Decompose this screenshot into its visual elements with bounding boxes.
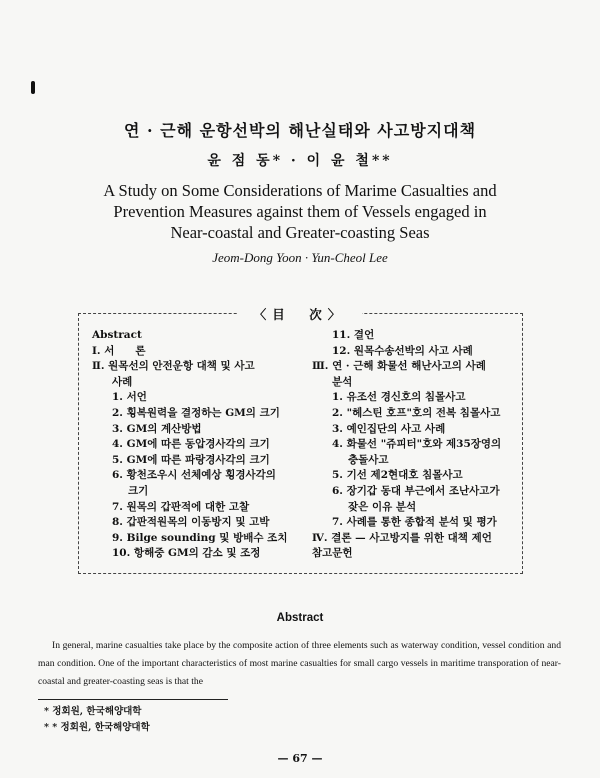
margin-mark bbox=[31, 81, 35, 94]
toc-item: 8. 갑판적원목의 이동방지 및 고박 bbox=[112, 516, 270, 529]
toc-item: 4. GM에 따른 동압경사각의 크기 bbox=[112, 438, 270, 451]
toc-item: 11. 결언 bbox=[332, 329, 375, 341]
toc-item: 12. 원목수송선박의 사고 사례 bbox=[332, 344, 473, 357]
toc-item: 6. 황천조우시 선체예상 횡경사각의 bbox=[112, 469, 276, 482]
toc-item: 1. 서언 bbox=[112, 391, 147, 404]
toc-item: 5. GM에 따른 파랑경사각의 크기 bbox=[112, 453, 270, 466]
toc-right-column bbox=[312, 328, 512, 562]
toc-item: 사례 bbox=[112, 375, 133, 388]
toc-item: 충돌사고 bbox=[348, 453, 389, 466]
toc-item: Ⅲ. 연 · 근해 화물선 해난사고의 사례 bbox=[312, 360, 486, 373]
toc-item: 2. "헤스틴 호프"호의 전복 침몰사고 bbox=[332, 406, 501, 419]
footnote: * 정회원, 한국해양대학 bbox=[44, 706, 142, 717]
toc-item: 참고문헌 bbox=[312, 547, 353, 560]
abstract-text: In general, marine casualties take place by the composite action of three elements such as waterway condition, vessel condition and man condition. One of the important characteristics of most marine casualties for small cargo vessels in maritime transporation of near-coastal and greater-coasting seas is that the bbox=[38, 640, 561, 687]
toc-left-column bbox=[92, 328, 302, 562]
english-title bbox=[0, 180, 600, 243]
toc-header bbox=[0, 304, 600, 323]
toc-item: 잦은 이유 분석 bbox=[348, 500, 417, 513]
toc-item: 5. 기선 제2현대호 침몰사고 bbox=[332, 469, 463, 482]
page-number: — 67 — bbox=[277, 752, 323, 765]
english-title-line: A Study on Some Considerations of Marime Casualties and bbox=[103, 181, 497, 200]
toc-item: 3. 예인집단의 사고 사례 bbox=[332, 422, 446, 435]
korean-title: 연 · 근해 운항선박의 해난실태와 사고방지대책 bbox=[123, 121, 477, 140]
toc-item: 10. 항해중 GM의 감소 및 조정 bbox=[112, 547, 261, 560]
footnote: * * 정회원, 한국해양대학 bbox=[44, 722, 150, 733]
toc-item: 7. 원목의 갑판적에 대한 고찰 bbox=[112, 500, 250, 513]
toc-item: 분석 bbox=[332, 375, 353, 388]
toc-item: Ⅱ. 원목선의 안전운항 대책 및 사고 bbox=[92, 360, 255, 373]
toc-item: 6. 장기갑 동대 부근에서 조난사고가 bbox=[332, 484, 500, 497]
toc-item: 7. 사례를 통한 종합적 분석 및 평가 bbox=[332, 516, 497, 529]
toc-item: Ⅰ. 서 론 bbox=[92, 344, 146, 357]
toc-item: 4. 화물선 "쥬피터"호와 제35장영의 bbox=[332, 438, 502, 451]
toc-item: Abstract bbox=[92, 329, 142, 341]
footnote-rule bbox=[38, 699, 228, 700]
toc-item: 크기 bbox=[128, 484, 149, 497]
abstract-heading: Abstract bbox=[276, 612, 324, 624]
toc-header-label: 〈目 次〉 bbox=[238, 307, 363, 322]
english-authors: Jeom-Dong Yoon · Yun-Cheol Lee bbox=[212, 250, 388, 265]
english-title-line: Prevention Measures against them of Vessels engaged in bbox=[113, 202, 487, 221]
toc-item: 3. GM의 계산방법 bbox=[112, 422, 202, 435]
korean-authors: 윤 점 동* · 이 윤 철** bbox=[207, 153, 393, 169]
toc-item: Ⅳ. 결론 — 사고방지를 위한 대책 제언 bbox=[312, 531, 492, 544]
english-title-line: Near-coastal and Greater-coasting Seas bbox=[170, 223, 430, 242]
toc-item: 1. 유조선 경신호의 침몰사고 bbox=[332, 391, 466, 404]
toc-item: 9. Bilge sounding 및 방배수 조치 bbox=[112, 531, 288, 544]
toc-item: 2. 횡복원력을 결정하는 GM의 크기 bbox=[112, 406, 280, 419]
